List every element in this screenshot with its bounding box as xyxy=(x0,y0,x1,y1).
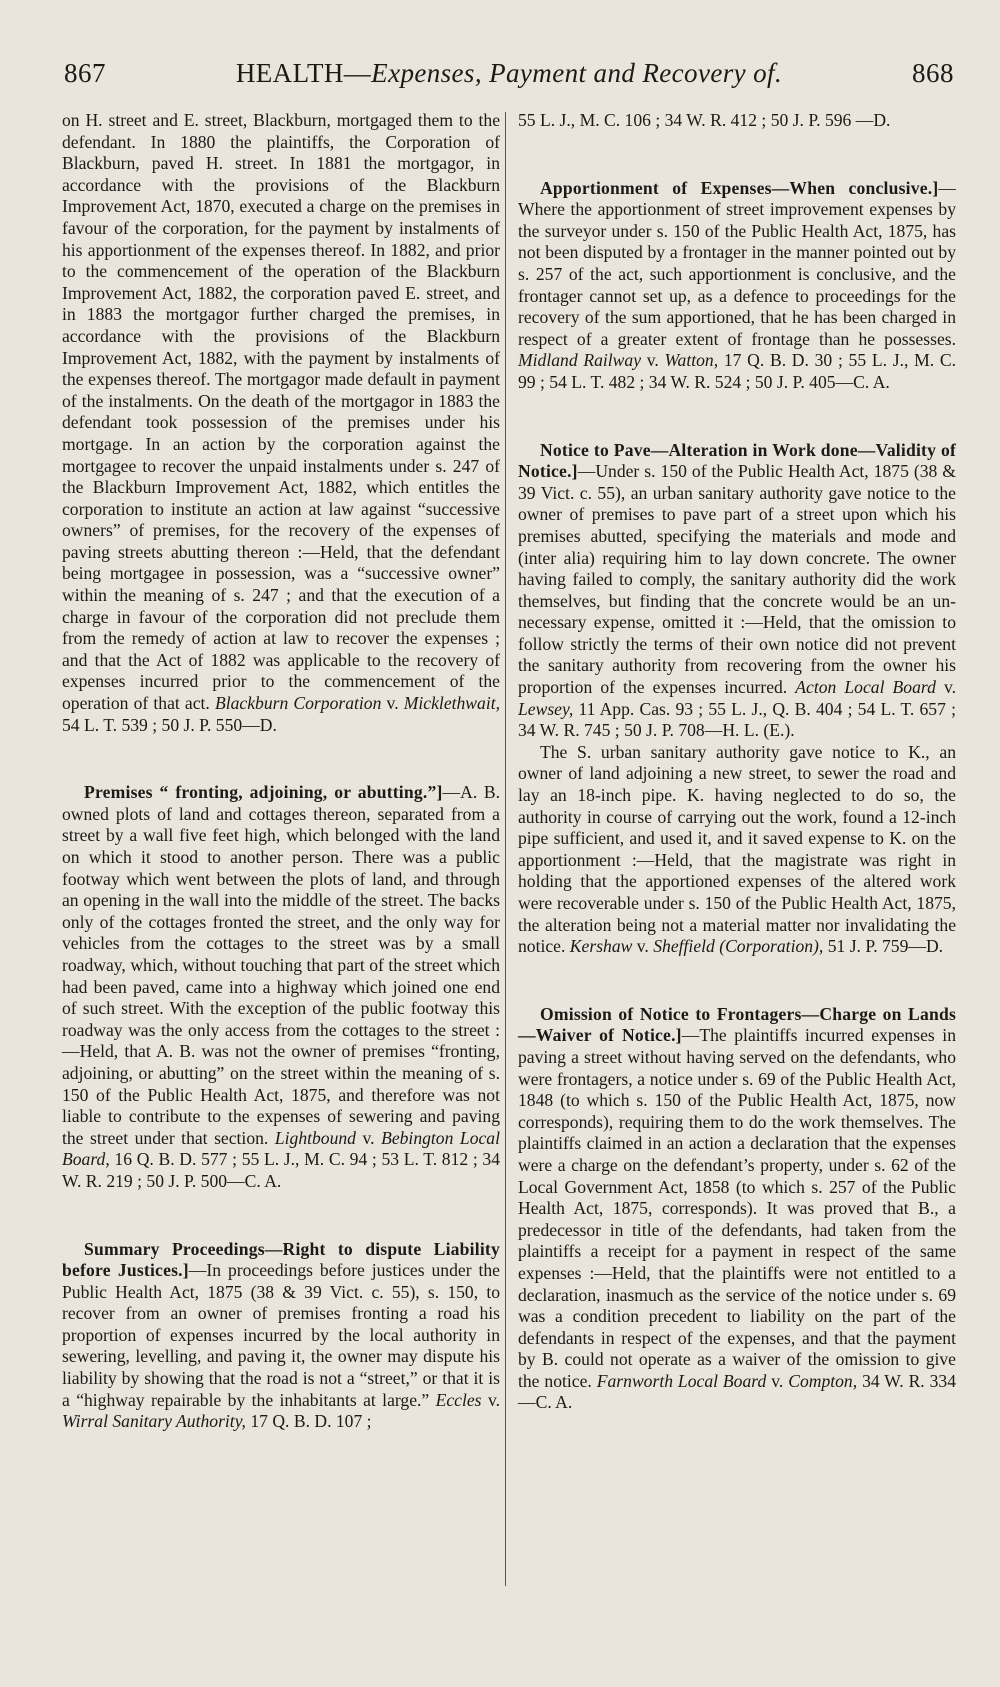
entry-heading: Omission of Notice to Frontagers—Charge on Lands—Waiver of Notice.] xyxy=(518,1003,956,1046)
digest-entry xyxy=(518,178,956,394)
digest-entry xyxy=(518,440,956,742)
versus: v. xyxy=(487,1389,500,1410)
case-name: Midland Railway xyxy=(518,350,641,371)
right-column xyxy=(518,110,956,1433)
versus: v. xyxy=(771,1370,784,1391)
entry-heading: Apportionment of Expenses—When conclusive.] xyxy=(540,177,939,198)
case-name: Farnworth Local Board xyxy=(596,1370,767,1391)
citation: 16 Q. B. D. 577 ; 55 L. J., M. C. 94 ; 53 L. T. 812 ; 34 W. R. 219 ; 50 J. P. 500—C. A. xyxy=(62,1149,500,1191)
citation: 11 App. Cas. 93 ; 55 L. J., Q. B. 404 ; 54 L. T. 657 ; 34 W. R. 745 ; 50 J. P. 708—H. L. (E.). xyxy=(518,698,956,741)
digest-entry-continuation xyxy=(518,110,956,132)
case-name: Compton, xyxy=(788,1370,858,1391)
case-name: Acton Local Board xyxy=(795,677,936,698)
case-name: Micklethwait, xyxy=(403,693,501,714)
entry-body: on H. street and E. street, Blackburn, mortgaged them to the defendant. In 1880 the plaintiffs, the Corporation of Blackburn, paved H. street. In 1881 the mortgagor, in accordance with the provisions of the Blackburn Improvement Act, 1870, executed a charge on the premises in favour of the corporation, for the payment by instalments of his apportionment of the expenses thereof. In 1882, and prior to the commencement of the operation of the Blackburn Improvement Act, 1882, the corporation paved E. street, and in 1883 the mortgagor further charged the premises, in accordance with the provisions of the Blackburn Improvement Act, 1882, with the payment by instalments of the expenses thereof. The mortgagor made default in payment of the instalments. On the death of the mortgagor in 1883 the defendant took possession of the premises under his mortgage. In an action by the corporation against the mortgagee to recover the unpaid instalments under s. 247 of the Blackburn Improvement Act, 1882, which entitles the corporation to institute an action at law against “successive owners” of premises, for the recovery of the expenses of paving streets abutting thereon :—Held, that the defendant being mortgagee in possession, was a “successive owner” within the meaning of s. 247 ; and that the execution of a charge in favour of the corporation did not preclude them from the remedy of action at law to recover the expenses ; and that the Act of 1882 was applicable to the recovery of expenses incurred prior to the commencement of the operation of that act. xyxy=(62,110,500,714)
entry-body: —The plaintiffs incurred expenses in paving a street without having served on the defendants, who were frontagers, a notice under s. 69 of the Public Health Act, 1848 (to which s. 150 of the Public Health Act, 1875, now corresponds), requiring them to do the work themselves. The plaintiffs claimed in an action a declaration that the expenses were a charge on the defendant’s property, under s. 62 of the Local Government Act, 1858 (to which s. 257 of the Public Health Act, 1875, corresponds). It was proved that B., a predecessor in title of the defendants, had taken from the plaintiffs a receipt for a payment in respect of the same expenses :—Held, that the plaintiffs were not entitled to a declaration, inasmuch as the service of the notice under s. 69 was a condition precedent to liability on the part of the defendants in respect of the expenses, and that the payment by B. could not operate as a waiver of the omission to give the notice. xyxy=(518,1025,956,1391)
versus: v. xyxy=(386,693,399,714)
citation: 34 W. R. 334—C. A. xyxy=(518,1370,957,1413)
entry-heading: Premises “ fronting, adjoining, or abutting.”] xyxy=(84,782,443,803)
column-divider xyxy=(505,112,506,1586)
page-number-left: 867 xyxy=(64,58,106,88)
case-name: Eccles xyxy=(435,1389,482,1410)
running-header xyxy=(62,58,956,104)
case-name: Lightbound xyxy=(274,1127,356,1148)
entry-body: —In proceedings before justices under the Public Health Act, 1875 (38 & 39 Vict. c. 55), s. 150, to recover from an owner of premises fronting a road his proportion of expenses incurred by the local authority in sewering, levelling, and paving it, the owner may dispute his liability by showing that the road is not a “street,” or that it is a “highway repairable by the inhabitants at large.” xyxy=(62,1260,500,1410)
case-name: Lewsey, xyxy=(518,698,574,719)
case-name: Watton, xyxy=(664,350,719,371)
page-number-right: 868 xyxy=(912,58,954,88)
digest-entry xyxy=(518,742,956,958)
running-title-subtitle: Expenses, Payment and Recovery of. xyxy=(371,58,783,88)
case-name: Sheffield (Corporation), xyxy=(653,936,824,957)
citation: 17 Q. B. D. 30 ; 55 L. J., M. C. 99 ; 54 L. T. 482 ; 34 W. R. 524 ; 50 J. P. 405—C. A. xyxy=(518,350,956,392)
digest-entry xyxy=(62,110,500,736)
entry-heading: Notice to Pave—Alteration in Work done—Validity of Notice.] xyxy=(518,439,956,482)
versus: v. xyxy=(943,677,957,698)
running-title xyxy=(236,58,782,89)
entry-body: —A. B. owned plots of land and cottages thereon, separated from a street by a wall five feet high, which belonged with the land on which it stood to another person. There was a public footway which went between the plots of land, and through an opening in the wall into the middle of the street. The backs only of the cottages fronted the street, and the only way for vehicles from the cottages to the street was by a small roadway, which, without touching that part of the street which had been paved, came into a highway which joined one end of such street. With the exception of the public footway this roadway was the only access from the cottages to the street :—Held, that A. B. was not the owner of premises “fronting, adjoining, or abutting” on the street within the meaning of s. 150 of the Public Health Act, 1875, and therefore was not liable to contribute to the expenses of sewering and paving the street under that section. xyxy=(62,782,501,1148)
versus: v. xyxy=(362,1127,375,1148)
citation: 51 J. P. 759—D. xyxy=(827,936,944,957)
entry-body: The S. urban sanitary authority gave notice to K., an owner of land adjoining a new street, to sewer the road and lay an 18-inch pipe. K. having neglected to do so, the authority in course of carrying out the work, found a 12-inch pipe sufficient, and used it, and it saved expense to K. on the apportionment :—Held, that the magistrate was right in holding that the apportioned expenses of the altered work were recoverable under s. 150 of the Public Health Act, 1875, the alteration being not a material matter nor invalidating the notice. xyxy=(518,741,956,957)
digest-entry xyxy=(62,782,500,1192)
case-name: Kershaw xyxy=(569,936,633,957)
versus: v. xyxy=(646,350,659,371)
case-name: Wirral Sanitary Authority, xyxy=(62,1411,246,1432)
digest-entry xyxy=(518,1004,956,1414)
running-title-main: HEALTH— xyxy=(235,58,372,88)
entry-heading: Summary Proceedings—Right to dispute Liability before Justices.] xyxy=(62,1238,500,1281)
citation: 55 L. J., M. C. 106 ; 34 W. R. 412 ; 50 J. P. 596 —D. xyxy=(518,110,891,130)
citation: 17 Q. B. D. 107 ; xyxy=(250,1411,372,1432)
entry-body: —Where the apportionment of street improvement expenses by the surveyor under s. 150 of the Public Health Act, 1875, has not been disputed by a frontager in the manner pointed out by s. 257 of the act, such apportionment is conclusive, and the frontager cannot set up, as a defence to proceedings for the recovery of the sum apportioned, that he has been charged in respect of a greater extent of frontage than he possesses. xyxy=(518,177,956,349)
entry-body: —Under s. 150 of the Public Health Act, 1875 (38 & 39 Vict. c. 55), an urban sanitary authority gave notice to the owner of premises to pave part of a street upon which his premises abutted, specifying the materials and mode and (inter alia) requiring him to lay down concrete. The owner having failed to comply, the sanitary authority did the work themselves, but finding that the concrete would be an unnecessary expense, omitted it :—Held, that the omission to follow strictly the terms of their own notice did not prevent the sanitary authority from recovering from the owner his proportion of the expenses incurred. xyxy=(518,461,956,698)
digest-entry xyxy=(62,1239,500,1433)
left-column xyxy=(62,110,500,1433)
case-name: Bebington Local Board, xyxy=(62,1127,500,1170)
versus: v. xyxy=(636,936,649,957)
text-columns xyxy=(62,110,956,1433)
case-name: Blackburn Corporation xyxy=(214,693,382,714)
citation: 54 L. T. 539 ; 50 J. P. 550—D. xyxy=(62,714,277,735)
